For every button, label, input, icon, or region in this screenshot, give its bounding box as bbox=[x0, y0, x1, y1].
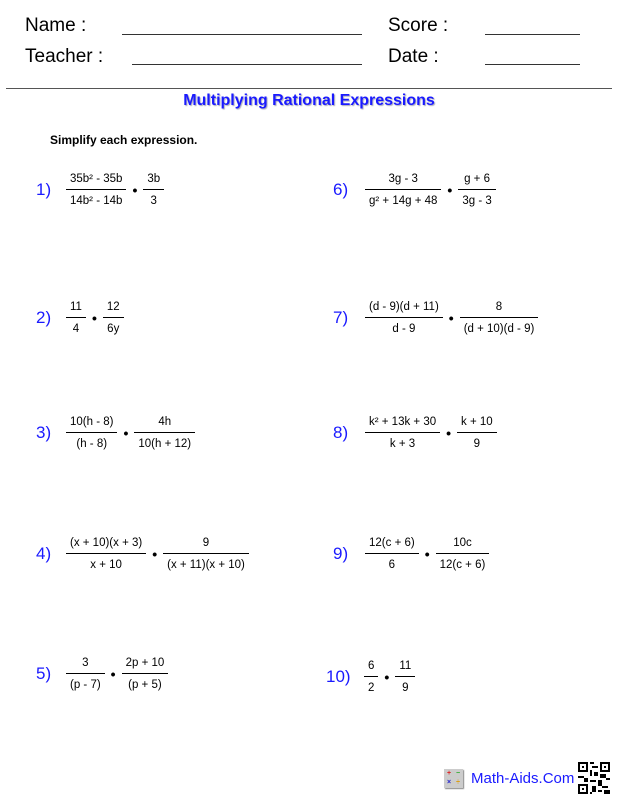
multiply-dot-icon: • bbox=[447, 182, 453, 198]
denominator: d - 9 bbox=[365, 317, 443, 335]
instructions: Simplify each expression. bbox=[50, 133, 198, 147]
denominator: 3g - 3 bbox=[458, 189, 495, 207]
numerator: 6 bbox=[368, 660, 375, 672]
fraction bbox=[122, 657, 169, 691]
denominator: (p - 7) bbox=[66, 673, 105, 691]
fraction bbox=[66, 173, 126, 207]
multiply-dot-icon: • bbox=[424, 546, 430, 562]
fraction bbox=[460, 301, 539, 335]
multiply-dot-icon: • bbox=[446, 425, 452, 441]
numerator: k² + 13k + 30 bbox=[369, 416, 437, 428]
name-label: Name : bbox=[25, 15, 87, 36]
calculator-icon: + − × ÷ bbox=[444, 769, 463, 788]
problem-2 bbox=[36, 293, 124, 343]
problem-number: 10) bbox=[326, 667, 351, 686]
fraction bbox=[163, 537, 249, 571]
multiply-dot-icon: • bbox=[152, 546, 158, 562]
problem-7 bbox=[333, 293, 538, 343]
numerator: k + 10 bbox=[461, 416, 493, 428]
header-divider bbox=[6, 88, 612, 89]
numerator: 35b² - 35b bbox=[70, 173, 123, 185]
fraction bbox=[134, 416, 195, 450]
numerator: 9 bbox=[202, 537, 210, 549]
score-label: Score : bbox=[388, 15, 449, 36]
worksheet-title: Multiplying Rational Expressions bbox=[183, 92, 435, 109]
fraction bbox=[66, 416, 117, 450]
denominator: 6 bbox=[365, 553, 419, 571]
denominator: 3 bbox=[143, 189, 164, 207]
problem-1 bbox=[36, 165, 164, 215]
denominator: (h - 8) bbox=[66, 432, 117, 450]
problem-8 bbox=[333, 408, 497, 458]
problem-10 bbox=[326, 652, 415, 702]
fraction bbox=[457, 416, 497, 450]
numerator: (x + 10)(x + 3) bbox=[70, 537, 143, 549]
denominator: k + 3 bbox=[365, 432, 440, 450]
numerator: 4h bbox=[158, 416, 172, 428]
denominator: 2 bbox=[364, 676, 378, 694]
date-blank[interactable] bbox=[485, 64, 580, 65]
problem-9 bbox=[333, 529, 489, 579]
denominator: x + 10 bbox=[66, 553, 146, 571]
fraction bbox=[103, 301, 124, 335]
numerator: 3b bbox=[147, 173, 161, 185]
denominator: 9 bbox=[395, 676, 415, 694]
name-blank[interactable] bbox=[122, 34, 362, 35]
numerator: 3 bbox=[82, 657, 89, 669]
fraction bbox=[458, 173, 495, 207]
multiply-dot-icon: • bbox=[123, 425, 129, 441]
problem-6 bbox=[333, 165, 496, 215]
problem-number: 5) bbox=[36, 664, 52, 683]
fraction bbox=[365, 416, 440, 450]
numerator: 8 bbox=[495, 301, 503, 313]
denominator: (d + 10)(d - 9) bbox=[460, 317, 539, 335]
numerator: 11 bbox=[70, 301, 82, 313]
numerator: g + 6 bbox=[464, 173, 490, 185]
score-blank[interactable] bbox=[485, 34, 580, 35]
teacher-blank[interactable] bbox=[132, 64, 362, 65]
denominator: 10(h + 12) bbox=[134, 432, 195, 450]
multiply-dot-icon: • bbox=[384, 669, 390, 685]
numerator: 10(h - 8) bbox=[70, 416, 114, 428]
fraction bbox=[66, 537, 146, 571]
brand-text: Math-Aids.Com bbox=[471, 770, 575, 787]
fraction bbox=[143, 173, 164, 207]
problem-number: 7) bbox=[333, 308, 349, 327]
numerator: (d - 9)(d + 11) bbox=[369, 301, 439, 313]
problem-4 bbox=[36, 529, 249, 579]
denominator: (x + 11)(x + 10) bbox=[163, 553, 249, 571]
numerator: 3g - 3 bbox=[388, 173, 418, 185]
denominator: 4 bbox=[66, 317, 86, 335]
problem-3 bbox=[36, 408, 195, 458]
problem-number: 2) bbox=[36, 308, 52, 327]
multiply-dot-icon: • bbox=[448, 310, 454, 326]
denominator: (p + 5) bbox=[122, 673, 169, 691]
fraction bbox=[395, 660, 415, 694]
numerator: 12(c + 6) bbox=[369, 537, 415, 549]
fraction bbox=[66, 301, 86, 335]
multiply-dot-icon: • bbox=[91, 310, 97, 326]
denominator: 9 bbox=[457, 432, 497, 450]
denominator: 14b² - 14b bbox=[66, 189, 126, 207]
numerator: 10c bbox=[453, 537, 472, 549]
qr-code-icon bbox=[578, 762, 610, 794]
problem-5 bbox=[36, 649, 168, 699]
problem-number: 3) bbox=[36, 423, 52, 442]
problem-number: 1) bbox=[36, 180, 52, 199]
fraction bbox=[365, 173, 441, 207]
numerator: 2p + 10 bbox=[125, 657, 165, 669]
problem-number: 9) bbox=[333, 544, 349, 563]
denominator: 6y bbox=[103, 317, 124, 335]
multiply-dot-icon: • bbox=[132, 182, 138, 198]
problem-number: 6) bbox=[333, 180, 349, 199]
numerator: 11 bbox=[399, 660, 412, 672]
date-label: Date : bbox=[388, 46, 439, 67]
fraction bbox=[66, 657, 105, 691]
problem-number: 8) bbox=[333, 423, 349, 442]
teacher-label: Teacher : bbox=[25, 46, 104, 67]
fraction bbox=[365, 537, 419, 571]
fraction bbox=[365, 301, 443, 335]
denominator: 12(c + 6) bbox=[436, 553, 490, 571]
numerator: 12 bbox=[106, 301, 120, 313]
math-aids-logo bbox=[444, 769, 574, 788]
denominator: g² + 14g + 48 bbox=[365, 189, 441, 207]
problem-number: 4) bbox=[36, 544, 52, 563]
fraction bbox=[436, 537, 490, 571]
multiply-dot-icon: • bbox=[110, 666, 116, 682]
fraction bbox=[364, 660, 378, 694]
